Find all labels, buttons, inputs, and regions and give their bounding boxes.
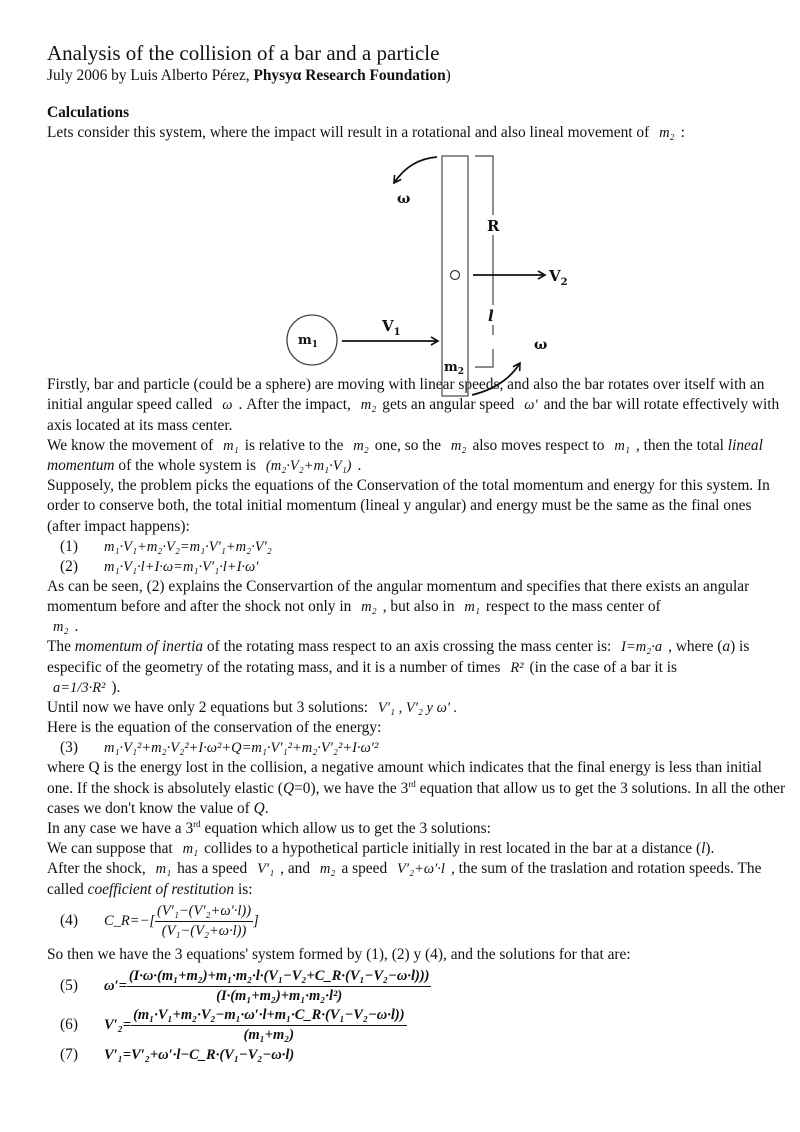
inline-expression: (m₂·V₂+m₁·V₁) xyxy=(265,458,352,475)
numerator: (V′₁−(V′₂+ω′·l)) xyxy=(155,902,253,922)
symbol-m1: m₁ xyxy=(614,437,630,454)
equation-3 xyxy=(47,738,787,758)
label-omega-bottom: ω xyxy=(534,337,548,353)
text: has a speed xyxy=(177,860,248,878)
equation-lhs: C_R=−[ xyxy=(104,912,155,929)
symbol-m1: m₁ xyxy=(182,841,199,858)
text: We can suppose that xyxy=(47,840,173,858)
denominator: (V₁−(V₂+ω·l)) xyxy=(161,922,247,939)
paragraph-9 xyxy=(47,819,787,839)
equation-7 xyxy=(47,1045,787,1065)
text: of the rotating mass respect to an axis crossing the mass center is: xyxy=(206,638,612,656)
equation-rhs: ] xyxy=(253,912,259,929)
paragraph-4 xyxy=(47,577,787,638)
text: We know the movement of xyxy=(47,436,214,454)
emphasis: Q xyxy=(253,799,265,817)
emphasis: momentum of inertia xyxy=(74,638,204,656)
text: (in the case of a bar it is xyxy=(529,658,677,676)
mass-center-marker xyxy=(451,271,460,280)
denominator: (I·(m₁+m₂)+m₁·m₂·l²) xyxy=(216,988,343,1005)
text: The xyxy=(47,638,71,656)
symbol-m2: m₂ xyxy=(361,599,377,616)
symbol-m2: m₂ xyxy=(450,437,467,454)
text: After the shock, xyxy=(47,860,146,878)
equation-lhs: V′₂= xyxy=(104,1017,132,1034)
text: ). xyxy=(705,840,715,858)
byline-author: July 2006 by Luis Alberto Pérez, xyxy=(47,67,254,84)
symbol-omega-prime: ω′ xyxy=(524,397,538,414)
equation-expression: m₁·V₁²+m₂·V₂²+I·ω²+Q=m₁·V′₁²+m₂·V′₂²+I·ω′² xyxy=(104,740,379,757)
emphasis: lineal momentum xyxy=(47,436,763,475)
label-v2: $V_2$ xyxy=(549,267,568,288)
denominator: (m₁+m₂) xyxy=(243,1027,295,1044)
text: =0), we have the 3 xyxy=(294,779,409,797)
equation-lhs: ω′= xyxy=(104,978,127,995)
text: ) is especific of the geometry of the rotating mass, and it is a number of times xyxy=(47,638,750,676)
fraction xyxy=(155,902,253,941)
text: . xyxy=(357,457,362,475)
paragraph-2 xyxy=(47,436,787,476)
paragraph-11 xyxy=(47,859,787,899)
text: , and xyxy=(280,860,311,878)
text: , but also in xyxy=(382,598,455,616)
text: gets an angular speed xyxy=(382,396,515,414)
equation-number: (1) xyxy=(60,537,78,555)
equation-2 xyxy=(47,557,787,577)
text: , where ( xyxy=(668,638,723,656)
symbol-m2: m₂ xyxy=(353,437,369,454)
intro-end: : xyxy=(680,124,685,141)
intro-text: Lets consider this system, where the impact will result in a rotational and also lineal movement of xyxy=(47,124,650,141)
symbol-m1: m₁ xyxy=(464,599,480,616)
text: also moves respect to xyxy=(472,436,605,454)
fraction xyxy=(131,1006,407,1045)
numerator: (m₁·V₁+m₂·V₂−m₁·ω′·l+m₁·C_R·(V₁−V₂−ω·l)) xyxy=(131,1006,407,1026)
text: is: xyxy=(237,880,253,898)
symbol-omega: ω xyxy=(222,397,233,414)
equation-number: (6) xyxy=(60,1016,78,1034)
text: collides to a hypothetical particle initially in rest located in the bar at a distance ( xyxy=(204,840,702,858)
byline xyxy=(47,66,787,85)
paragraph-10 xyxy=(47,839,787,859)
equation-number: (2) xyxy=(60,557,78,575)
paragraph-8 xyxy=(47,758,787,819)
symbol-m2: m₂ xyxy=(360,397,377,414)
omega-bottom-arrow xyxy=(472,363,520,395)
equation-number: (5) xyxy=(60,977,78,995)
text: of the whole system is xyxy=(118,457,257,475)
equation-6 xyxy=(47,1006,787,1045)
label-R: R xyxy=(487,217,500,235)
text: , the sum of the traslation and rotation speeds. The called xyxy=(47,860,762,898)
equation-number: (7) xyxy=(60,1046,78,1064)
equation-4 xyxy=(47,902,787,941)
emphasis: Q xyxy=(282,779,295,797)
numerator: (I·ω·(m₁+m₂)+m₁·m₂·l·(V₁−V₂+C_R·(V₁−V₂−ω·l))) xyxy=(127,967,432,987)
paragraph-6 xyxy=(47,698,787,718)
fraction xyxy=(127,967,432,1006)
text: . After the impact, xyxy=(238,396,351,414)
section-heading: Calculations xyxy=(47,104,130,121)
text: equation which allow us to get the 3 solutions: xyxy=(200,820,491,838)
document-title: Analysis of the collision of a bar and a particle xyxy=(47,41,440,65)
equation-expression: m₁·V₁·l+I·ω=m₁·V′₁·l+I·ω′ xyxy=(104,558,259,575)
text: one, so the xyxy=(374,436,442,454)
emphasis: coefficient of restitution xyxy=(87,880,235,898)
intro-paragraph xyxy=(47,123,787,143)
text: ). xyxy=(111,678,121,696)
symbol-m2: m₂ xyxy=(659,125,675,141)
text: respect to the mass center of xyxy=(485,598,661,616)
label-omega-top: ω xyxy=(397,191,411,207)
equation-expression: m₁·V₁+m₂·V₂=m₁·V′₁+m₂·V′₂ xyxy=(104,538,272,555)
text: equation that allow us to get the 3 solutions. In all the other cases we don't know the value of xyxy=(47,779,786,817)
text: is relative to the xyxy=(244,436,344,454)
byline-organization: Physyα Research Foundation xyxy=(253,67,446,84)
text: Until now we have only 2 equations but 3 solutions: xyxy=(47,699,369,717)
text: Firstly, bar and particle (could be a sphere) are moving with linear speeds, and also the bar rotates over itself with an initial angular speed called xyxy=(47,376,765,414)
superscript: rd xyxy=(193,818,201,829)
omega-top-arrow xyxy=(394,157,437,183)
label-l: l xyxy=(488,307,494,325)
inline-expression: I=m₂·a xyxy=(621,639,663,656)
equation-1 xyxy=(47,537,787,557)
label-v1: $V_1$ xyxy=(382,317,401,338)
paragraph-7: Here is the equation of the conservation of the energy: xyxy=(47,719,382,737)
text: . xyxy=(74,618,79,636)
text: and the bar will rotate effectively with axis located at its mass center. xyxy=(47,396,780,434)
inline-expression: V′₁ , V′₂ y ω′ . xyxy=(377,700,458,717)
paragraph-3: Supposely, the problem picks the equations of the Conservation of the total momentum and energy for this system. In order to conserve both, the total initial momentum (lineal y angular) and energy must be the same as the final ones (after impact happens): xyxy=(47,477,770,535)
text: , then the total xyxy=(635,436,724,454)
inline-expression: a=1/3·R² xyxy=(53,679,106,696)
superscript: rd xyxy=(408,778,416,789)
label-m1: $m_1$ xyxy=(298,333,319,350)
symbol-R-squared: R² xyxy=(510,659,524,676)
equation-number: (3) xyxy=(60,739,78,757)
text: In any case we have a 3 xyxy=(47,820,194,838)
equation-number: (4) xyxy=(60,911,78,929)
emphasis: a xyxy=(722,638,731,656)
symbol-v1-prime: V′₁ xyxy=(257,861,275,878)
text: where Q is the energy lost in the collision, a negative amount which indicates that the final energy is less than initial one. If the shock is absolutely elastic ( xyxy=(47,759,762,797)
emphasis: l xyxy=(701,840,706,858)
inline-expression: V′₂+ω′·l xyxy=(397,861,445,878)
paragraph-5 xyxy=(47,637,787,698)
text: a speed xyxy=(341,860,388,878)
paragraph-12: So then we have the 3 equations' system formed by (1), (2) y (4), and the solutions for that are: xyxy=(47,945,631,963)
distance-bracket xyxy=(475,156,493,367)
text: . xyxy=(264,799,269,817)
equation-5 xyxy=(47,967,787,1006)
collision-diagram xyxy=(270,145,590,405)
label-m2: $m_2$ xyxy=(444,360,465,377)
symbol-m2: m₂ xyxy=(53,619,69,636)
byline-suffix: ) xyxy=(445,67,451,84)
equation-expression: V′₁=V′₂+ω′·l−C_R·(V₁−V₂−ω·l) xyxy=(104,1047,295,1064)
symbol-m1: m₁ xyxy=(155,861,172,878)
symbol-m1: m₁ xyxy=(223,437,239,454)
symbol-m2: m₂ xyxy=(319,861,336,878)
text: As can be seen, (2) explains the Conservartion of the angular momentum and specifies that there exists an angular momentum before and after the shock not only in xyxy=(47,577,750,616)
